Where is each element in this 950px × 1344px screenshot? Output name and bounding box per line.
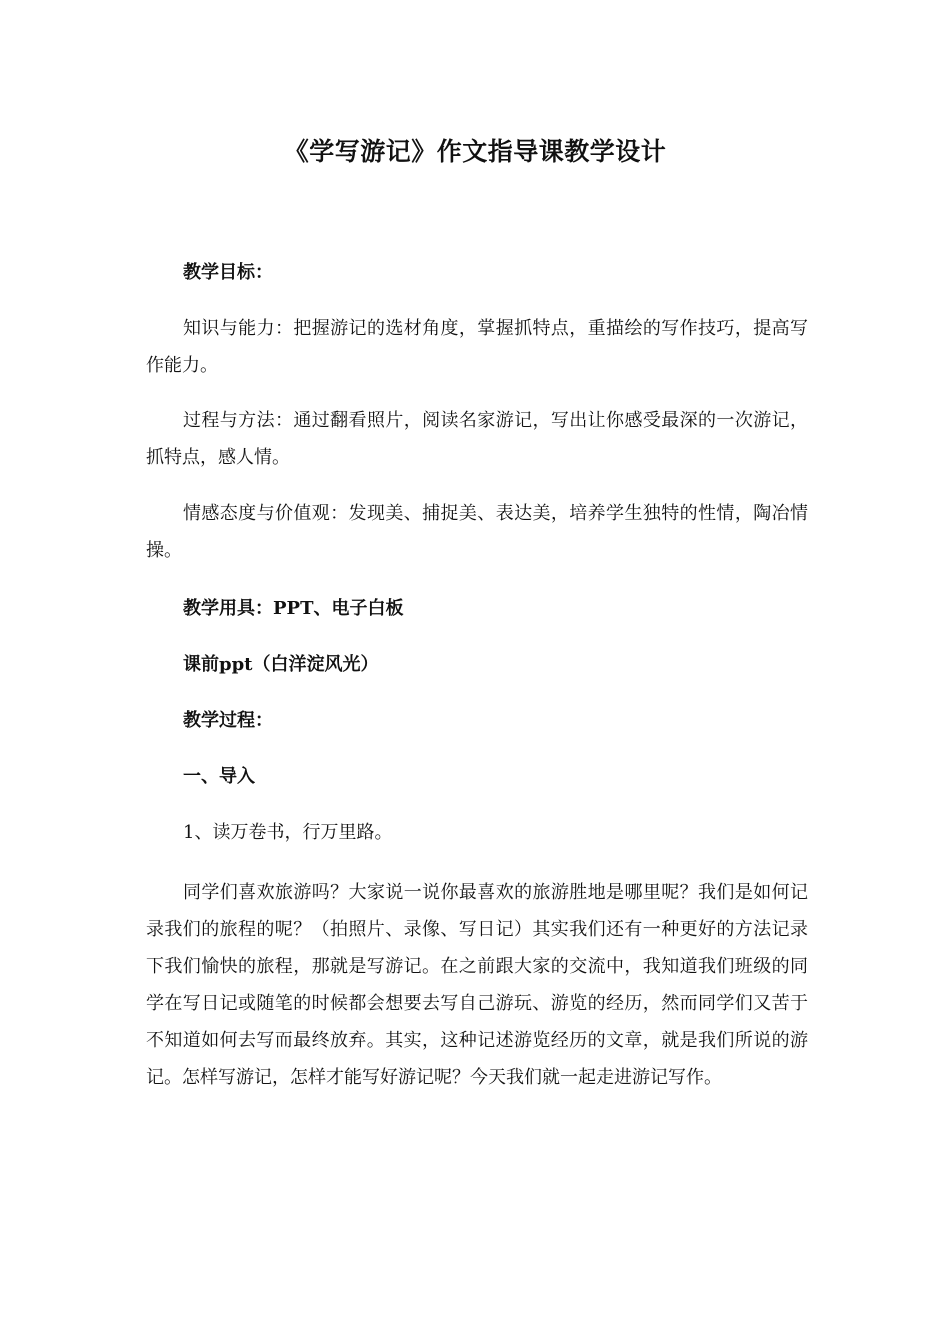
knowledge-ability-paragraph: 知识与能力：把握游记的选材角度，掌握抓特点，重描绘的写作技巧，提高写作能力。	[146, 318, 808, 376]
emotion-values-paragraph: 情感态度与价值观：发现美、捕捉美、表达美，培养学生独特的性情，陶冶情操。	[146, 503, 808, 561]
section-one-heading: 一、导入	[183, 766, 255, 787]
item-one-line: 1、读万卷书，行万里路。	[183, 822, 393, 843]
teaching-tools-line: 教学用具：PPT、电子白板	[183, 598, 404, 619]
pre-class-ppt-line: 课前ppt（白洋淀风光）	[183, 654, 379, 675]
intro-paragraph: 同学们喜欢旅游吗？大家说一说你最喜欢的旅游胜地是哪里呢？我们是如何记录我们的旅程的呢？（拍照片、录像、写日记）其实我们还有一种更好的方法记录下我们愉快的旅程，那就是写游记。在之前跟大家的交流中，我知道我们班级的同学在写日记或随笔的时候都会想要去写自己游玩、游览的经历，然而同学们又苦于不知道如何去写而最终放弃。其实，这种记述游览经历的文章，就是我们所说的游记。怎样写游记，怎样才能写好游记呢？今天我们就一起走进游记写作。	[146, 882, 808, 1088]
process-method-paragraph: 过程与方法：通过翻看照片，阅读名家游记，写出让你感受最深的一次游记，抓特点，感人情。	[146, 410, 808, 468]
teaching-goals-heading: 教学目标：	[183, 262, 273, 283]
teaching-process-heading: 教学过程：	[183, 710, 273, 731]
document-title: 《学写游记》作文指导课教学设计	[283, 137, 667, 166]
